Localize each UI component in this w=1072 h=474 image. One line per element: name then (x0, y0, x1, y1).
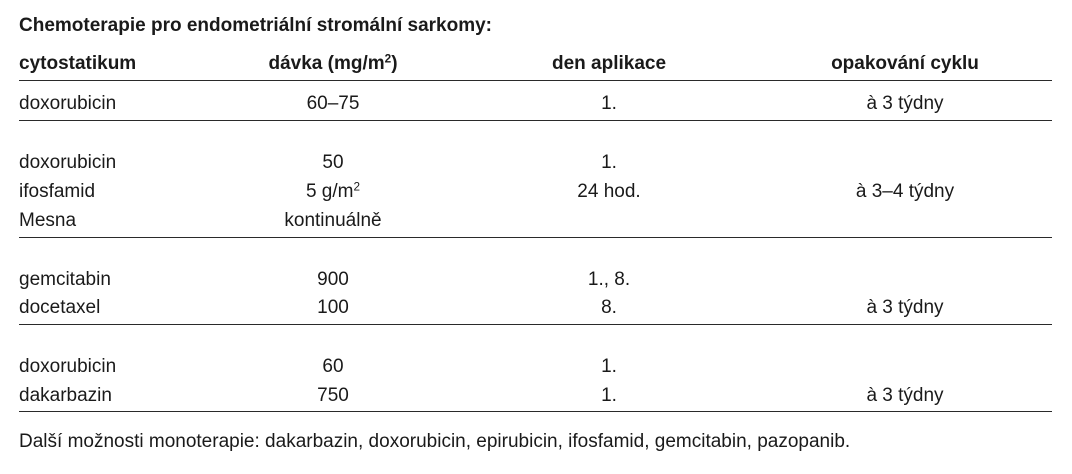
table-title: Chemoterapie pro endometriální stromální sarkomy: (19, 15, 493, 36)
day-cell: 1. (601, 93, 617, 114)
drug-cell: docetaxel (19, 297, 101, 318)
group-rule (19, 237, 1052, 238)
header-application-day: den aplikace (551, 53, 667, 74)
header-cytostatikum: cytostatikum (19, 53, 137, 74)
dose-cell: 60 (322, 356, 344, 377)
cycle-cell: à 3 týdny (866, 93, 944, 114)
drug-cell: ifosfamid (19, 181, 96, 202)
dose-cell: 100 (317, 297, 349, 318)
day-cell: 1. (601, 385, 617, 406)
group-rule (19, 120, 1052, 121)
table-bottom-rule (19, 411, 1052, 412)
footnote: Další možnosti monoterapie: dakarbazin, doxorubicin, epirubicin, ifosfamid, gemcitabin, pazopanib. (19, 431, 851, 452)
day-cell: 8. (601, 297, 617, 318)
cycle-cell: à 3 týdny (866, 385, 944, 406)
day-cell: 1. (601, 356, 617, 377)
header-rule (19, 80, 1052, 81)
dose-cell (221, 181, 445, 203)
header-dose-superscript: 2 (384, 52, 392, 66)
cycle-cell: à 3–4 týdny (855, 181, 955, 202)
day-cell: 1. (601, 152, 617, 173)
dose-text: 5 g/m (305, 181, 354, 202)
drug-cell: Mesna (19, 210, 77, 231)
header-dose-close: ) (391, 53, 398, 74)
cycle-cell: à 3 týdny (866, 297, 944, 318)
drug-cell: doxorubicin (19, 152, 117, 173)
header-dose (221, 53, 445, 75)
dose-cell: kontinuálně (284, 210, 382, 231)
dose-superscript: 2 (353, 180, 361, 194)
header-dose-text: dávka (mg/m (268, 53, 385, 74)
drug-cell: doxorubicin (19, 356, 117, 377)
dose-cell: 60–75 (306, 93, 360, 114)
dose-cell: 900 (317, 269, 349, 290)
group-rule (19, 324, 1052, 325)
drug-cell: dakarbazin (19, 385, 112, 406)
drug-cell: gemcitabin (19, 269, 111, 290)
drug-cell: doxorubicin (19, 93, 117, 114)
day-cell: 1., 8. (587, 269, 631, 290)
day-cell: 24 hod. (577, 181, 641, 202)
header-cycle-repeat: opakování cyklu (831, 53, 979, 74)
dose-cell: 750 (317, 385, 349, 406)
dose-cell: 50 (322, 152, 344, 173)
